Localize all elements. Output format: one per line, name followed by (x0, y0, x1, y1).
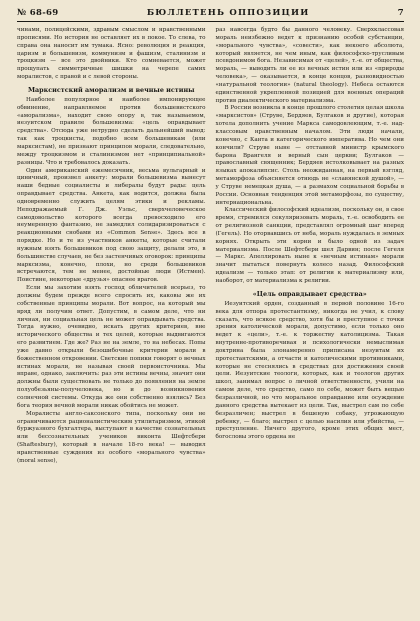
paragraph: раз навсегда будто бы данного человеку. Сверхклассовая мораль неизбежно ведет к признанию особой субстанции, «морального чувства», «совести», как некоего абсолюта, который является, не чем иным, как философско-трусливым псевдонимом бога. Независимая от «целей», т.-е. от общества, мораль, — выводить ли ее из вечных истин или из «природы человека», — оказывается, в конце концов, разновидностью «натуральной теологии» (natural theology). Небеса остаются единственной укрепленной позицией для военных операций против диалектического материализма. (215, 27, 404, 104)
paragraph: чинами, полицейскими, здравым смыслом и нравственными прописями. Но история не оставляет их в покое. То слева, то справа она наносит им тумака. Ясно: революция и реакция, царизм и большевизм, коммунизм и фашизм, сталинизм и троцкизм — все это двойники. Кто сомневается, может прощупать симметричные шишки на черепе самих моралистов, с правой и с левой стороны. (17, 27, 206, 81)
paragraph: Наиболее популярное и наиболее импонирующее обвинение, направляемое против большевистского «аморализма», находит свою опору в, так называемом, иезуитском правиле большевизма: «цель оправдывает средства». Отсюда уже нетрудно сделать дальнейший вывод: так как троцкисты, подобно всем большевикам (или марксистам), не признают принципов морали, следовательно, между троцкизмом и сталинизмом нет «принципиальной» разницы. Что и требовалось доказать. (17, 96, 206, 166)
left-column (17, 27, 206, 466)
paragraph: Моралисты англо-саксонского типа, поскольку они не ограничиваются рационалистическим утилитаризмом, этикой буржуазного бухгалтера, выступают в качестве сознательных или бессознательных учеников виконта Шефтсбери (Shaftesbury), который в начале 18-го века! — выводил нравственные суждения из особого «морального чувства» (moral sense), (17, 410, 206, 464)
issue-number: № 68-69 (17, 8, 59, 18)
two-column-body (17, 27, 404, 466)
publication-title: БЮЛЛЕТЕНЬ ОППОЗИЦИИ (146, 8, 310, 18)
paragraph: Классический философский идеализм, поскольку он, в свое время, стремился секуляризовать мораль, т.-е. освободить ее от религиозной санкции, представлял огромный шаг вперед (Гегель). Но оторвавшись от неба, мораль нуждалась в земных корнях. Открыть эти корни и было одной из задач материализма. После Шефтсбери шел Дарвин; после Гегеля — Маркс. Апеллировать ныне к «вечным истинам» морали значит пытаться повернуть колесо назад. Философский идеализм — только этап: от религии к материализму или, наоборот, от материализма к религии. (215, 207, 404, 284)
section-heading: Марксистский аморализм и вечные истины (27, 85, 195, 94)
page-number: 7 (397, 8, 404, 18)
paragraph: В России возникла в конце прошлого столетия целая школа «марксистов» (Струве, Бердяев, Булгаков и другие), которая хотела дополнить учение Маркса самодовлеющим, т.-е. над-классовым нравственным началом. Эти люди начали, конечно, с Канта и категорического императива. Но чем они кончили? Струве ныне — отставной министр крымского барона Врангеля и верный сын церкви; Булгаков — православный священник; Бердяев истолковывает на разных языках апокалипсис. Столь неожиданная, на первый взгляд, метаморфоза объясняется отнюдь не «славянской душой», — у Струве немецкая душа, — а размахом социальной борьбы в России. Основная тенденция этой метаморфозы, по существу, интернациональна. (215, 105, 404, 206)
running-header (17, 8, 404, 18)
paragraph: Если мы захотим взять господ обличителей всерьез, то должны будем прежде всего спросить их, каковы же их собственные принципы морали. Вот вопрос, на который мы вряд ли получим ответ. Допустим, в самом деле, что ни личная, ни социальная цель не может оправдывать средства. Тогда нужно, очевидно, искать других критериев, вне исторического общества и тех целей, которые выдвигаются его развитием. Где же? Раз не на земле, то на небесах. Попы уже давно открыли безошибочные критерии морали в божественном откровении. Светские попики говорят о вечных истинах морали, не называя своей первоисточника. Мы вправе, однако, заключить: раз эти истины вечны, значит они должны были существовать не только до появления на земле полуобезьяны-получеловека, но и до возникновения солнечной системы. Откуда же они собственно взялись? Без бога теория вечной морали никак обойтись не может. (17, 285, 206, 409)
paragraph: Один американский ежемесячник, весьма вульгарный и циничный, произвел анкету: морали большевизма вынесут наши бедные социалисты и либералы будут рады: цель оправдывает средства. Анкета, как водится, должна была одновременно служить целям этики и рекламы. Неподражаемый Г. Дж. Уэльс, сверхчеловеческое самодовольство которого всегда превосходило его неумеренную фантазию, не замедлил солидаризироваться с реакционными снобами из «Common Sense». Здесь все в порядке. Но и те из участников анкеты, которые считали нужным взять большевиков под свою защиту, делали это, в большинстве случаев, не без застенчивых оговорок: принципы марксизма, конечно, плохи, но среди большевиков встречаются, тем не менее, достойные люди (Истмен). Поистине, некоторые «друзья» опаснее врагов. (17, 167, 206, 284)
right-column (216, 27, 405, 466)
header-rule (17, 21, 404, 22)
paragraph: Иезуитский орден, созданный в первой половине 16-го века для отпора протестантизму, никогда не учил, к слову сказать, что всякое средство, хотя бы и преступное с точки зрения католической морали, допустимо, если только оно ведет к «цели», т.-е. к торжеству католицизма. Такая внутренне-противоречивая и психологически немыслимая доктрина была злонамеренно приписана иезуитам их протестантскими, а отчасти и католическими противниками, которые не стеснялись в средствах для достижения своей цели. Иезуитские теологи, которых, как и теологов других школ, занимал вопрос о личной ответственности, учили на самом деле, что средство, само по себе, может быть вещью безразличной, но что моральное оправдание или осуждение данного средства вытекает из цели. Так, выстрел сам по себе безразличен; выстрел в бешеную собаку, угрожающую ребенку, — благо; выстрел с целью насилия или убийства, — преступление. Ничего другого, кроме этих общих мест, богословы этого ордена не (215, 300, 404, 441)
section-heading: «Цель оправдывает средства» (252, 289, 367, 298)
